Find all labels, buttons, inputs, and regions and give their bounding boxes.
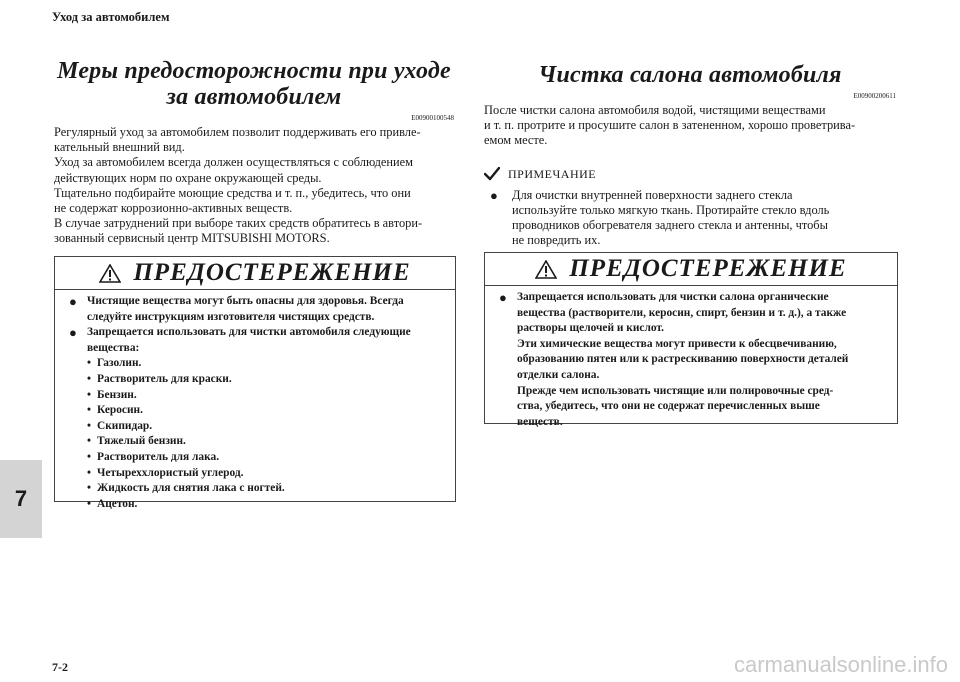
- bullet-icon: ●: [490, 187, 498, 203]
- bullet-icon: ●: [69, 294, 77, 309]
- text-line: веществ.: [517, 415, 563, 428]
- warning-item: [499, 290, 887, 430]
- list-item: • Ацетон.: [87, 497, 138, 510]
- page-number: 7-2: [52, 660, 68, 674]
- warning-item: [69, 294, 445, 325]
- text-line: не содержат коррозионно-активных веществ.: [54, 201, 293, 216]
- warning-triangle-icon: [99, 264, 121, 283]
- section-title-interior-cleaning: Чистка салона автомобиля: [538, 62, 842, 88]
- note-check-icon: [484, 167, 500, 181]
- list-item: • Бензин.: [87, 388, 137, 401]
- text-line: Регулярный уход за автомобилем позволит поддерживать его привле-: [54, 125, 421, 139]
- running-header: Уход за автомобилем: [52, 10, 170, 24]
- text-line: вещества (растворители, керосин, спирт, бензин и т. д.), а также: [517, 306, 847, 319]
- text-line: В случае затруднений при выборе таких средств обратитесь в автори-: [54, 216, 423, 231]
- text-line: емом месте.: [484, 133, 548, 148]
- warning-item: [69, 325, 445, 512]
- text-line: отделки салона.: [517, 368, 600, 381]
- list-item: • Тяжелый бензин.: [87, 435, 186, 448]
- section-title-care-precautions: [54, 58, 454, 110]
- text-line: не повредить их.: [512, 233, 601, 248]
- list-item: • Растворитель для краски.: [87, 372, 232, 385]
- section-title-line1: Меры предосторожности при уходе: [57, 58, 451, 84]
- text-line: следуйте инструкциям изготовителя чистящих средств.: [87, 310, 375, 323]
- text-line: растворы щелочей и кислот.: [517, 322, 664, 335]
- warning-title: ПРЕДОСТЕРЕЖЕНИЕ: [569, 255, 847, 282]
- list-item: • Четыреххлористый углерод.: [87, 466, 244, 479]
- list-item: • Газолин.: [87, 357, 142, 370]
- note-header: [484, 167, 896, 182]
- substance-list: [87, 356, 411, 512]
- list-item: • Растворитель для лака.: [87, 450, 220, 463]
- text-line: и т. п. протрите и просушите салон в затененном, хорошо проветрива-: [484, 118, 856, 133]
- text-line: Уход за автомобилем всегда должен осуществляться с соблюдением: [54, 155, 414, 170]
- text-line: Прежде чем использовать чистящие или полировочные сред-: [517, 384, 834, 397]
- text-line: вещества:: [87, 341, 140, 354]
- warning-triangle-icon: [535, 260, 557, 279]
- text-line: Для очистки внутренней поверхности заднего стекла: [512, 187, 793, 202]
- text-line: Тщательно подбирайте моющие средства и т. п., убедитесь, что они: [54, 185, 411, 200]
- text-line: Запрещается использовать для чистки автомобиля следующие: [87, 326, 411, 339]
- text-line: Чистящие вещества могут быть опасны для здоровья. Всегда: [87, 295, 404, 307]
- warning-box-interior: [484, 252, 898, 428]
- list-item: • Керосин.: [87, 404, 143, 417]
- text-line: действующих норм по охране окружающей среды.: [54, 170, 322, 185]
- text-line: После чистки салона автомобиля водой, чистящими веществами: [484, 103, 826, 117]
- right-column: [484, 58, 896, 248]
- warning-body: [55, 290, 455, 516]
- text-line: Запрещается использовать для чистки салона органические: [517, 291, 829, 303]
- text-line: образованию пятен или к растрескиванию поверхности деталей: [517, 353, 849, 366]
- section-code: E00900100548: [411, 114, 454, 122]
- warning-body: [485, 286, 897, 434]
- bullet-icon: ●: [499, 290, 507, 305]
- interior-paragraph: [484, 103, 896, 149]
- text-line: проводников обогревателя заднего стекла и антенны, чтобы: [512, 218, 828, 233]
- text-line: кательный внешний вид.: [54, 140, 185, 155]
- text-line: ства, убедитесь, что они не содержат перечисленных выше: [517, 400, 820, 413]
- list-item: • Жидкость для снятия лака с ногтей.: [87, 482, 285, 495]
- chapter-tab: 7: [0, 460, 42, 538]
- section-code: E00900200611: [853, 92, 896, 100]
- text-line: используйте только мягкую ткань. Протирайте стекло вдоль: [512, 202, 830, 217]
- left-column: [54, 58, 454, 247]
- care-paragraphs: [54, 125, 454, 247]
- text-line: Эти химические вещества могут привести к обесцвечиванию,: [517, 337, 837, 350]
- warning-header: [55, 257, 455, 290]
- section-title-line2: за автомобилем: [166, 84, 342, 110]
- warning-header: [485, 253, 897, 286]
- warning-box-care: [54, 256, 456, 510]
- watermark-text: carmanualsonline.info: [733, 652, 948, 677]
- warning-title: ПРЕДОСТЕРЕЖЕНИЕ: [133, 259, 411, 286]
- list-item: • Скипидар.: [87, 419, 153, 432]
- text-line: зованный сервисный центр MITSUBISHI MOTORS.: [54, 231, 330, 246]
- bullet-icon: ●: [69, 325, 77, 341]
- note-label: ПРИМЕЧАНИЕ: [508, 166, 597, 181]
- note-item: [484, 188, 896, 249]
